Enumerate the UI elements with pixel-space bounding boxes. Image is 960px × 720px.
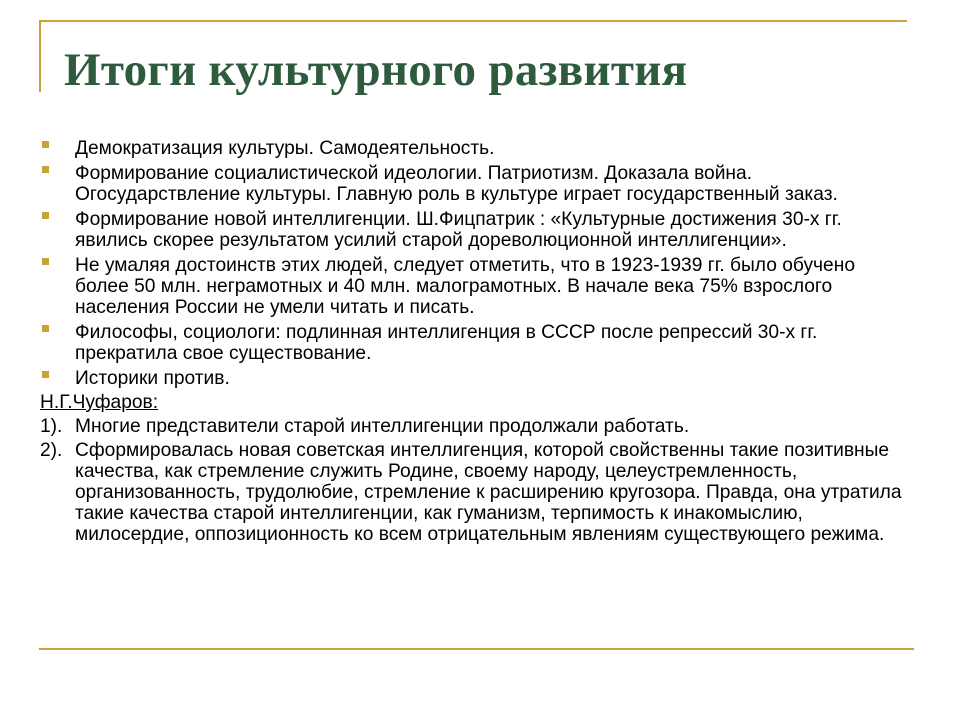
frame-left-line xyxy=(39,20,41,92)
bullet-text: Историки против. xyxy=(75,368,230,389)
slide-content xyxy=(40,138,910,548)
square-bullet-icon xyxy=(42,212,49,219)
numbered-list xyxy=(40,416,910,545)
bullet-item xyxy=(40,255,910,318)
numbered-item xyxy=(40,440,910,545)
bullet-item xyxy=(40,368,910,389)
square-bullet-icon xyxy=(42,371,49,378)
bullet-item xyxy=(40,209,910,251)
author-label: Н.Г.Чуфаров: xyxy=(40,392,159,413)
square-bullet-icon xyxy=(42,166,49,173)
frame-top-line xyxy=(39,20,907,22)
numbered-item xyxy=(40,416,910,437)
bullet-text: Формирование социалистической идеологии. Патриотизм. Доказала война. Огосударствление культуры. Главную роль в культуре играет государственный заказ. xyxy=(75,163,838,205)
item-number: 2). xyxy=(40,440,63,461)
bullet-text: Демократизация культуры. Самодеятельность. xyxy=(75,138,495,159)
square-bullet-icon xyxy=(42,325,49,332)
item-text: Сформировалась новая советская интеллигенция, которой свойственны такие позитивные качества, как стремление служить Родине, своему народу, целеустремленность, организованность, трудолюбие, стремление к расширению кругозора. Правда, она утратила такие качества старой интеллигенции, как гуманизм, терпимость к инакомыслию, милосердие, оппозиционность ко всем отрицательным явлениям существующего режима. xyxy=(75,440,902,545)
bullet-text: Не умаляя достоинств этих людей, следует отметить, что в 1923-1939 гг. было обучено более 50 млн. неграмотных и 40 млн. малограмотных. В начале века 75% взрослого населения России не умели читать и писать. xyxy=(75,255,855,318)
bullet-item xyxy=(40,322,910,364)
bullet-item xyxy=(40,138,910,159)
bullet-text: Философы, социологи: подлинная интеллигенция в СССР после репрессий 30-х гг. прекратила свое существование. xyxy=(75,322,818,364)
bullet-text: Формирование новой интеллигенции. Ш.Фицпатрик : «Культурные достижения 30-х гг. явились скорее результатом усилий старой дореволюционной интеллигенции». xyxy=(75,209,842,251)
item-number: 1). xyxy=(40,416,63,437)
item-text: Многие представители старой интеллигенции продолжали работать. xyxy=(75,416,690,437)
square-bullet-icon xyxy=(42,141,49,148)
bullet-item xyxy=(40,163,910,205)
frame-bottom-line xyxy=(39,648,914,650)
square-bullet-icon xyxy=(42,258,49,265)
bullet-list xyxy=(40,138,910,389)
slide-title: Итоги культурного развития xyxy=(64,44,688,96)
